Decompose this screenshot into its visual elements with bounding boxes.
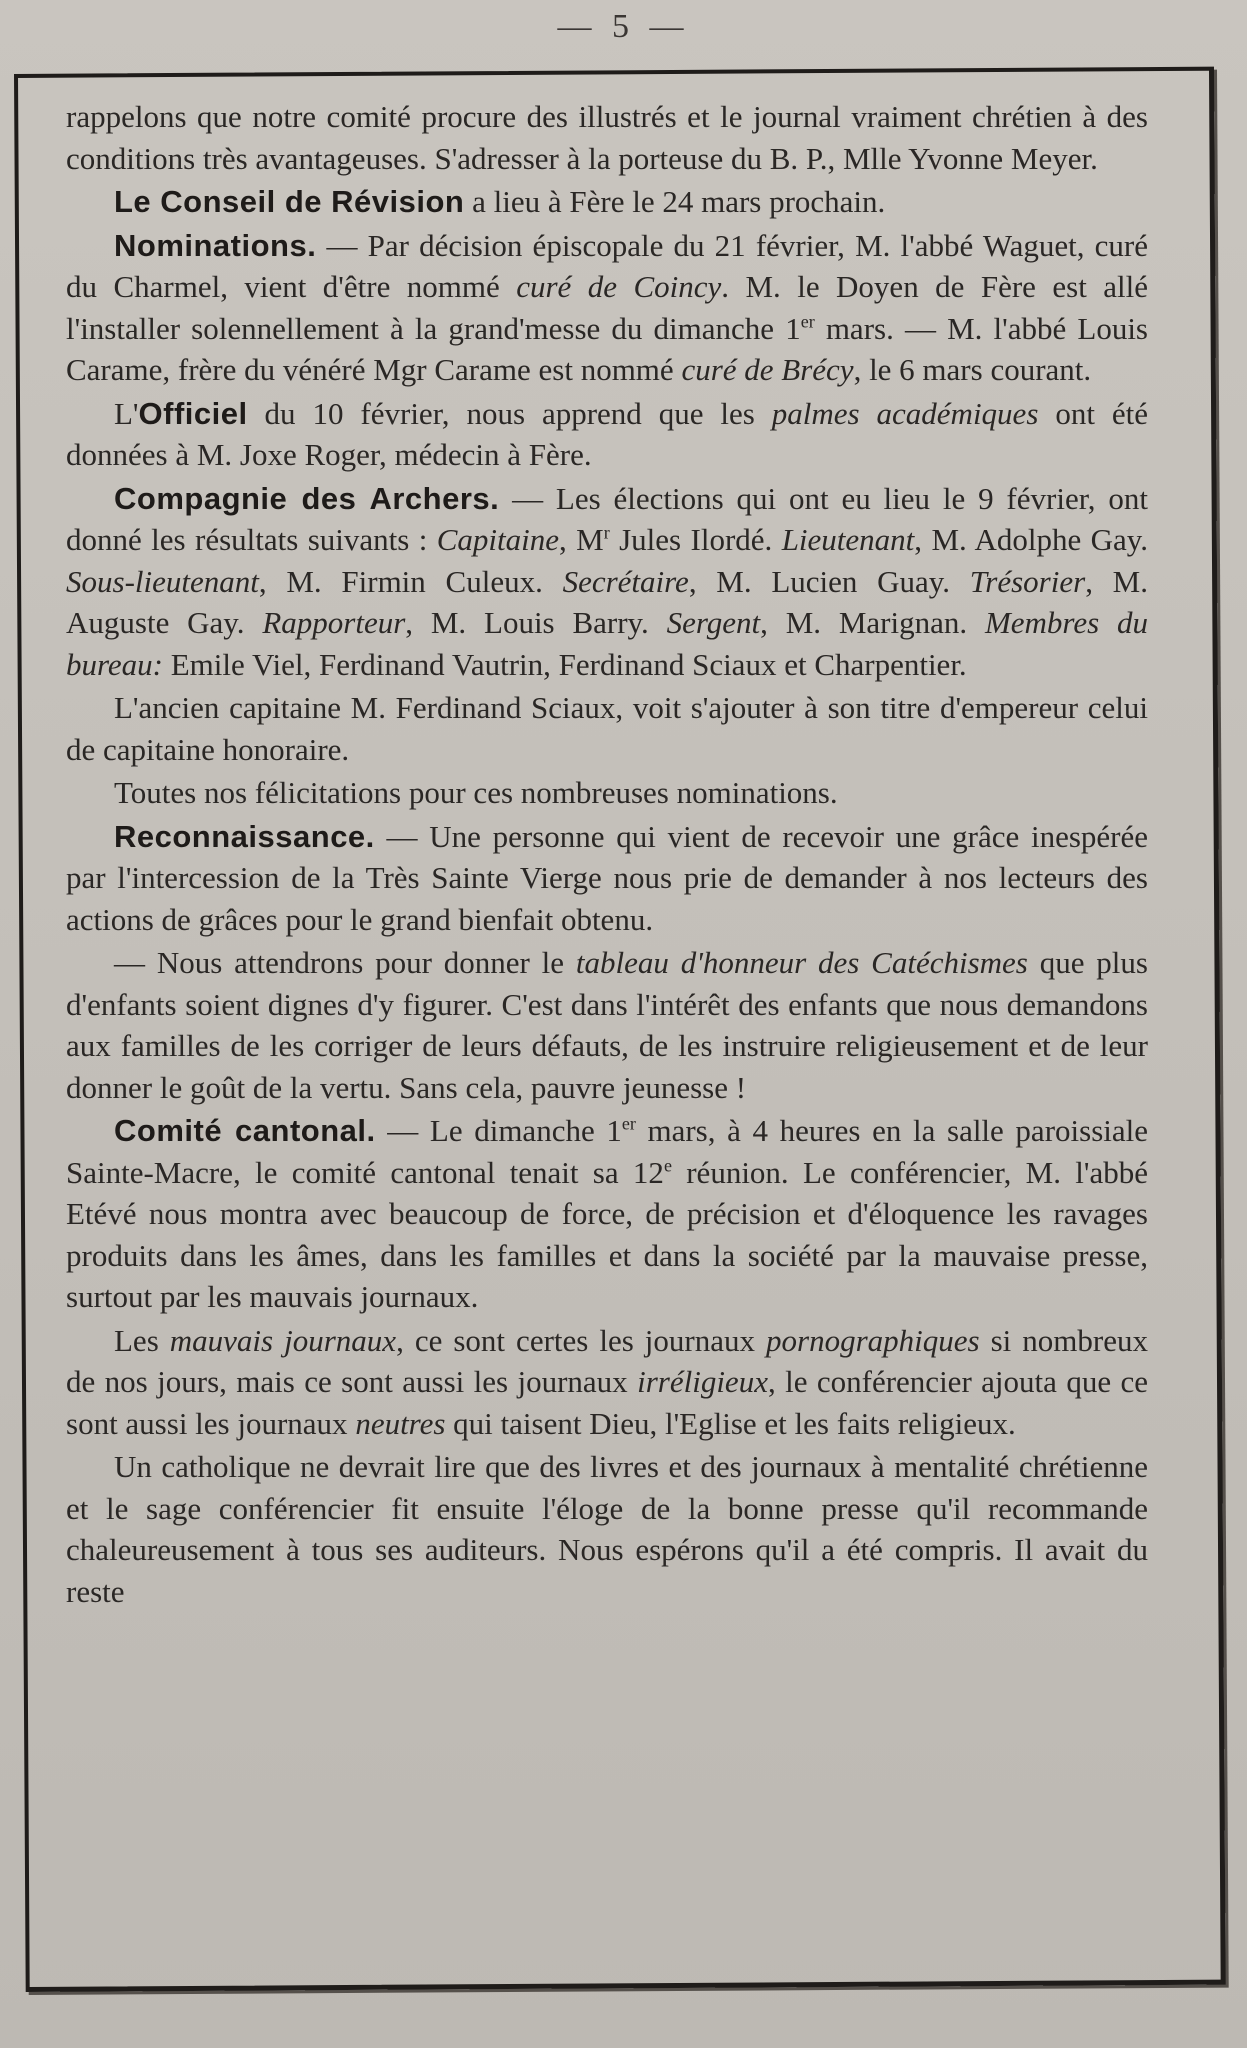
heading-reconnaissance: Reconnaissance.: [114, 818, 375, 854]
paragraph-nominations: Nominations. — Par décision épiscopale du 21 février, M. l'abbé Waguet, curé du Charmel, vient d'être nommé curé de Coincy. M. le Doyen de Fère est allé l'installer solennellement à la grand'messe du dimanche 1er mars. — M. l'abbé Louis Carame, frère du vénéré Mgr Carame est nommé curé de Brécy, le 6 mars courant.: [66, 227, 1148, 387]
paragraph-comite-cantonal: Comité cantonal. — Le dimanche 1er mars, à 4 heures en la salle paroissiale Sainte-Macre, le comité cantonal tenait sa 12e réunion. Le conférencier, M. l'abbé Etévé nous montra avec beaucoup de force, de précision et d'éloquence les ravages produits dans les âmes, dans les familles et dans la société par la mauvaise presse, surtout par les mauvais journaux.: [66, 1113, 1148, 1314]
paragraph-catechismes: — Nous attendrons pour donner le tableau d'honneur des Catéchismes que plus d'enfants soient dignes d'y figurer. C'est dans l'intérêt des enfants que nous demandons aux familles de les corriger de leurs défauts, de les instruire religieusement et de leur donner le goût de la vertu. Sans cela, pauvre jeunesse !: [66, 945, 1148, 1105]
heading-conseil-revision: Le Conseil de Révision: [114, 184, 465, 219]
paragraph-officiel: L'Officiel du 10 février, nous apprend que les palmes académiques ont été données à M. Joxe Roger, médecin à Fère.: [66, 395, 1148, 472]
paragraph-archers: Compagnie des Archers. — Les élections qui ont eu lieu le 9 février, ont donné les résultats suivants : Capitaine, $M^r$ Jules Ilordé. Lieutenant, M. Adolphe Gay. Sous-lieutenant, M. Firmin Culeux. Secrétaire, M. Lucien Guay. Trésorier, M. Auguste Gay. Rapporteur, M. Louis Barry. Sergent, M. Marignan. Membres du bureau: Emile Viel, Ferdinand Vautrin, Ferdinand Sciaux et Charpentier.: [66, 480, 1148, 682]
heading-comite-cantonal: Comité cantonal.: [114, 1113, 376, 1148]
paragraph-mauvais-journaux: Les mauvais journaux, ce sont certes les journaux pornographiques si nombreux de nos jours, mais ce sont aussi les journaux irréligieux, le conférencier ajouta que ce sont aussi les journaux neutres qui taisent Dieu, l'Eglise et les faits religieux.: [66, 1322, 1148, 1441]
paragraph-reconnaissance: Reconnaissance. — Une personne qui vient de recevoir une grâce inespérée par l'intercession de la Très Sainte Vierge nous prie de demander à nos lecteurs des actions de grâces pour le grand bienfait obtenu.: [66, 818, 1148, 937]
paragraph-ancien-capitaine: L'ancien capitaine M. Ferdinand Sciaux, voit s'ajouter à son titre d'empereur celui de capitaine honoraire.: [66, 690, 1148, 767]
heading-nominations: Nominations.: [114, 227, 317, 263]
paragraph-felicitations: Toutes nos félicitations pour ces nombreuses nominations.: [114, 775, 838, 810]
paragraph-conseil-revision: Le Conseil de Révision a lieu à Fère le 24 mars prochain.: [114, 184, 886, 219]
article-body: [66, 96, 1148, 1614]
heading-officiel: Officiel: [138, 395, 248, 431]
page-number: — 5 —: [557, 8, 690, 45]
heading-archers: Compagnie des Archers.: [114, 480, 500, 516]
paragraph-catholique: Un catholique ne devrait lire que des livres et des journaux à mentalité chrétienne et le sage conférencier fit ensuite l'éloge de la bonne presse qu'il recommande chaleureusement à tous ses auditeurs. Nous espérons qu'il a été compris. Il avait du reste: [66, 1449, 1148, 1609]
paragraph-illustres: rappelons que notre comité procure des illustrés et le journal vraiment chrétien à des conditions très avantageuses. S'adresser à la porteuse du B. P., Mlle Yvonne Meyer.: [66, 99, 1148, 176]
